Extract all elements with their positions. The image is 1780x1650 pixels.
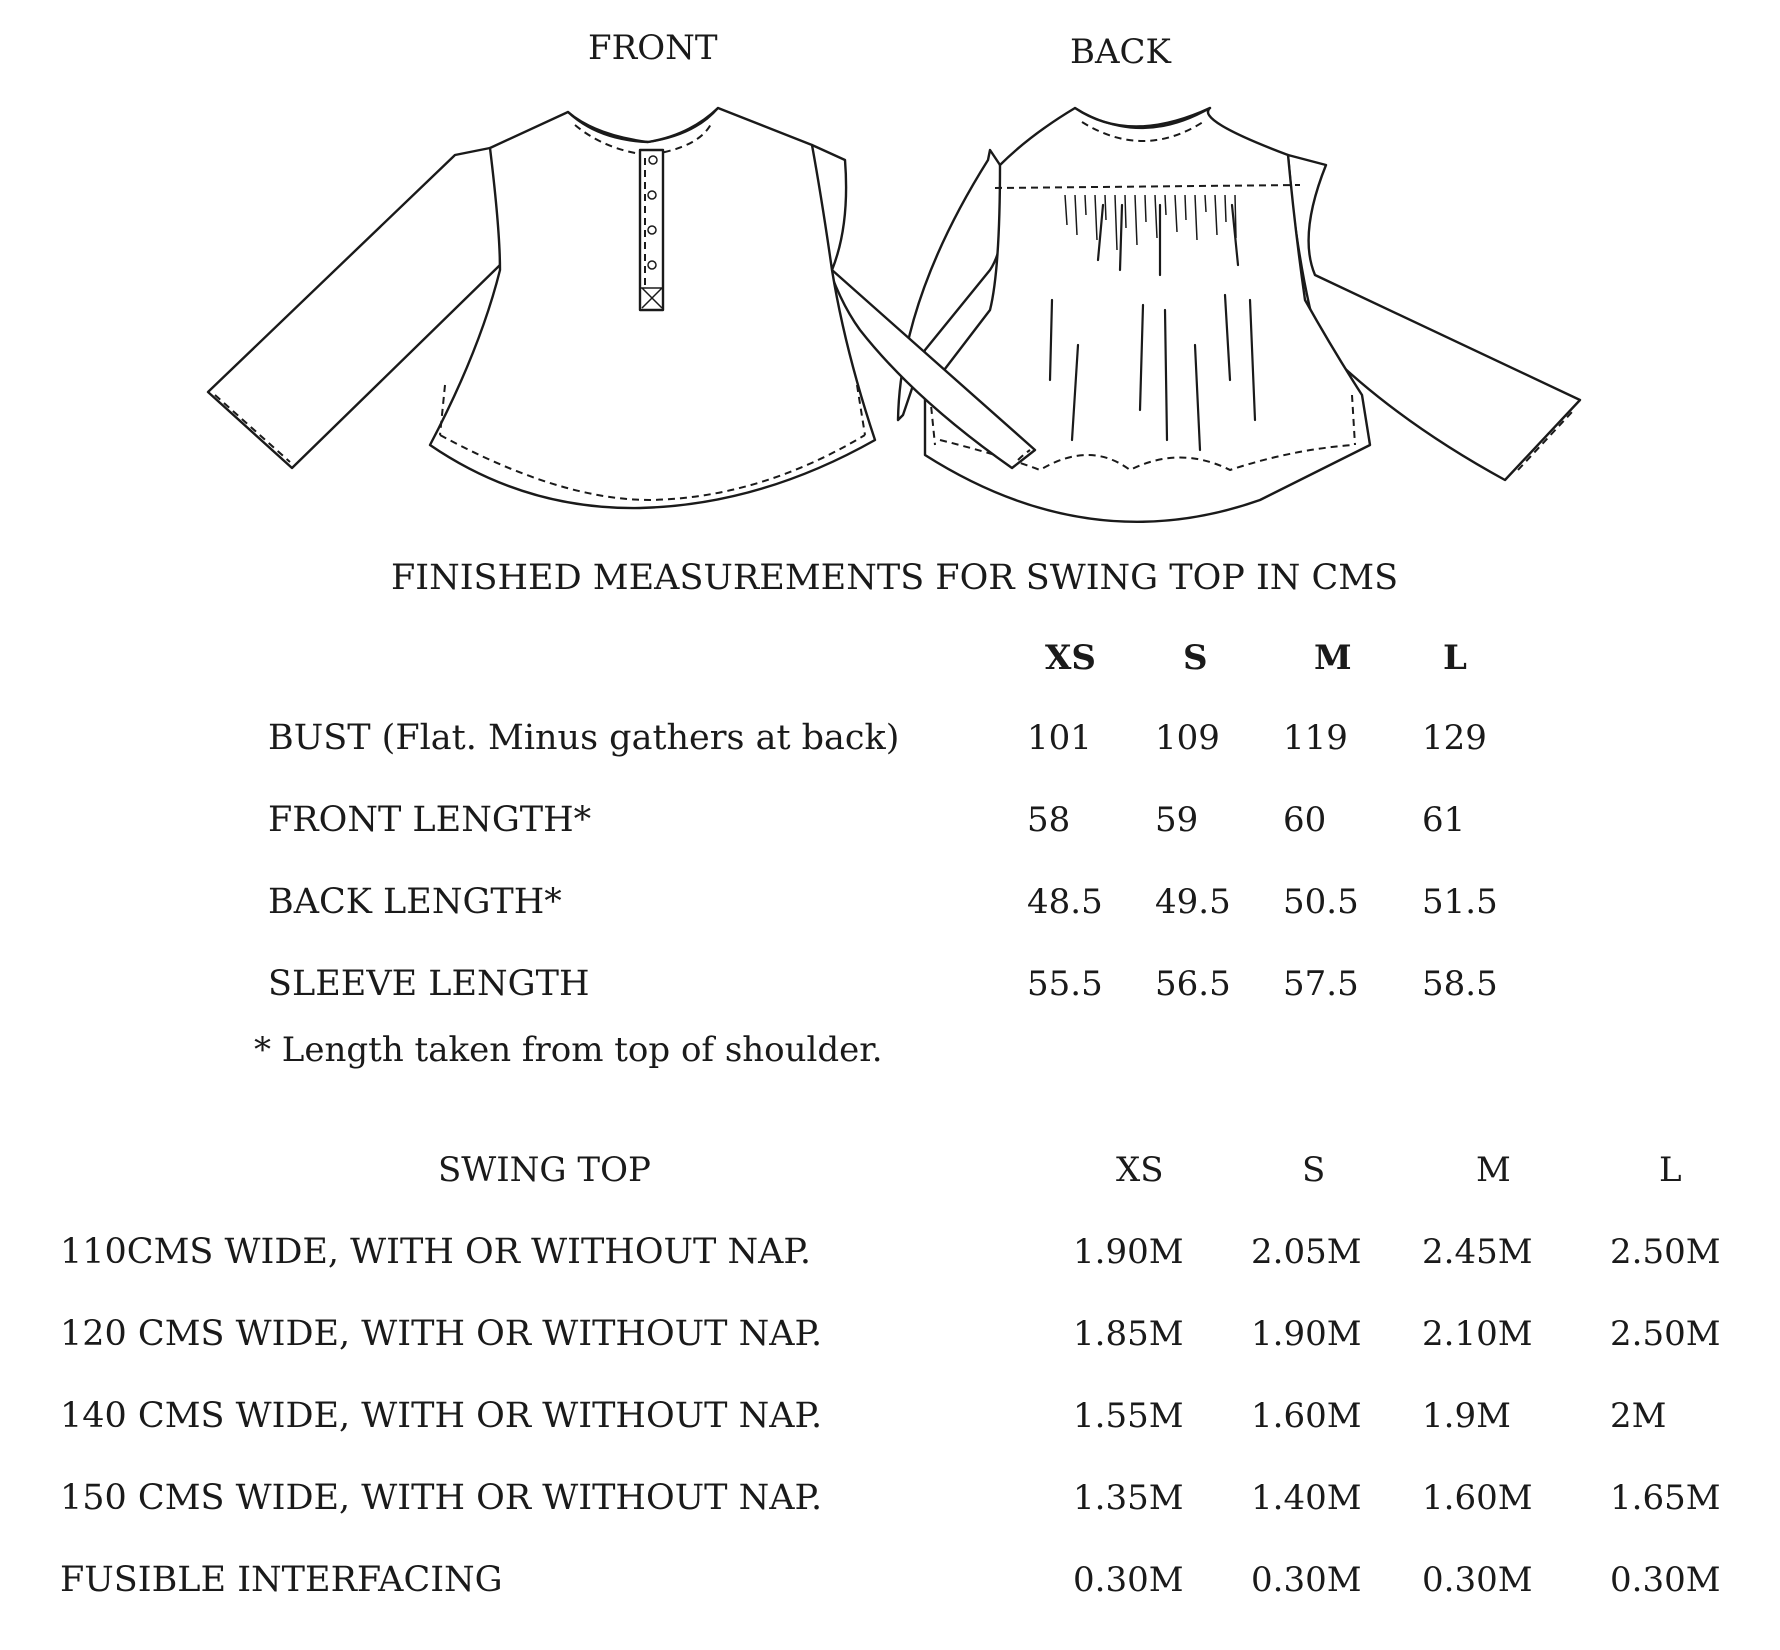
garment-illustration: [0, 0, 1780, 540]
fabric-value: 0.30M: [1251, 1560, 1362, 1600]
fabric-value: 1.55M: [1073, 1396, 1184, 1436]
front-view-drawing: [208, 108, 1035, 508]
fabric-value: 1.60M: [1422, 1478, 1533, 1518]
measurement-value: 58.5: [1422, 964, 1498, 1004]
measurement-value: 50.5: [1283, 882, 1359, 922]
measurement-value: 56.5: [1155, 964, 1231, 1004]
measurements-header-l: L: [1443, 638, 1467, 678]
measurement-value: 48.5: [1027, 882, 1103, 922]
measurement-value: 49.5: [1155, 882, 1231, 922]
fabric-value: 0.30M: [1073, 1560, 1184, 1600]
measurements-title: FINISHED MEASUREMENTS FOR SWING TOP IN CMS: [391, 558, 1399, 598]
fabric-value: 1.60M: [1251, 1396, 1362, 1436]
fabric-row-label: 150 CMS WIDE, WITH OR WITHOUT NAP.: [60, 1478, 823, 1518]
fabric-value: 1.40M: [1251, 1478, 1362, 1518]
fabric-value: 0.30M: [1610, 1560, 1721, 1600]
measurement-value: 57.5: [1283, 964, 1359, 1004]
fabric-value: 1.85M: [1073, 1314, 1184, 1354]
measurements-header-xs: XS: [1045, 638, 1096, 678]
measurements-header-m: M: [1314, 638, 1352, 678]
measurement-row-label: BACK LENGTH*: [268, 882, 562, 922]
fabric-value: 1.9M: [1422, 1396, 1511, 1436]
measurement-row-label: BUST (Flat. Minus gathers at back): [268, 718, 900, 758]
fabric-value: 2M: [1610, 1396, 1667, 1436]
fabric-row-label: 110CMS WIDE, WITH OR WITHOUT NAP.: [60, 1232, 811, 1272]
measurement-value: 61: [1422, 800, 1466, 840]
measurement-value: 101: [1027, 718, 1092, 758]
back-view-label: BACK: [1070, 32, 1171, 72]
measurement-value: 59: [1155, 800, 1199, 840]
fabric-value: 0.30M: [1422, 1560, 1533, 1600]
measurement-value: 58: [1027, 800, 1071, 840]
fabric-value: 1.90M: [1073, 1232, 1184, 1272]
fabric-header-m: M: [1476, 1150, 1511, 1190]
measurement-value: 129: [1422, 718, 1487, 758]
measurement-row-label: SLEEVE LENGTH: [268, 964, 590, 1004]
fabric-table-heading: SWING TOP: [438, 1150, 651, 1190]
measurements-header-s: S: [1183, 638, 1208, 678]
fabric-value: 2.05M: [1251, 1232, 1362, 1272]
fabric-value: 1.90M: [1251, 1314, 1362, 1354]
measurement-value: 55.5: [1027, 964, 1103, 1004]
length-footnote: * Length taken from top of shoulder.: [254, 1030, 883, 1070]
measurement-value: 60: [1283, 800, 1327, 840]
fabric-value: 2.50M: [1610, 1314, 1721, 1354]
front-view-label: FRONT: [588, 28, 718, 68]
fabric-value: 2.10M: [1422, 1314, 1533, 1354]
measurement-row-label: FRONT LENGTH*: [268, 800, 592, 840]
fabric-row-label: FUSIBLE INTERFACING: [60, 1560, 503, 1600]
fabric-value: 1.35M: [1073, 1478, 1184, 1518]
fabric-value: 1.65M: [1610, 1478, 1721, 1518]
fabric-header-s: S: [1302, 1150, 1326, 1190]
fabric-header-xs: XS: [1116, 1150, 1164, 1190]
fabric-header-l: L: [1659, 1150, 1682, 1190]
measurement-value: 51.5: [1422, 882, 1498, 922]
fabric-value: 2.50M: [1610, 1232, 1721, 1272]
measurement-value: 119: [1283, 718, 1348, 758]
fabric-row-label: 120 CMS WIDE, WITH OR WITHOUT NAP.: [60, 1314, 823, 1354]
measurement-value: 109: [1155, 718, 1220, 758]
fabric-value: 2.45M: [1422, 1232, 1533, 1272]
fabric-row-label: 140 CMS WIDE, WITH OR WITHOUT NAP.: [60, 1396, 823, 1436]
